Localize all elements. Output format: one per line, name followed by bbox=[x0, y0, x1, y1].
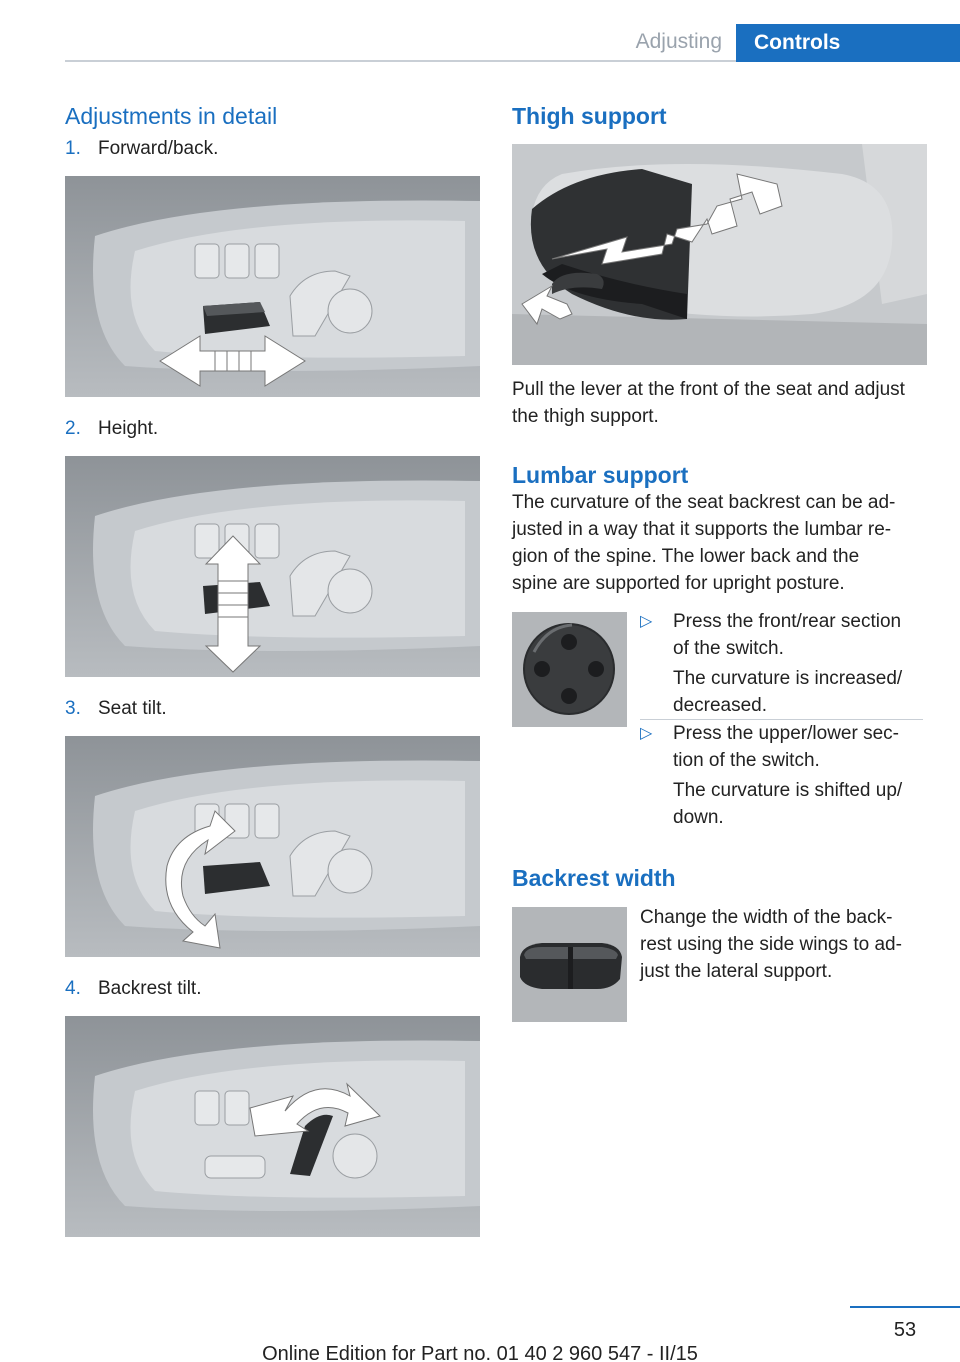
text-line: Press the front/rear section bbox=[673, 611, 902, 632]
lumbar-bullet-2-result bbox=[673, 777, 933, 831]
text-line: The curvature of the seat backrest can be ad‐ bbox=[512, 492, 896, 513]
step-number: 4. bbox=[65, 978, 81, 999]
text-line: down. bbox=[673, 807, 724, 828]
text-line: just the lateral support. bbox=[640, 961, 833, 982]
step-number: 3. bbox=[65, 698, 81, 719]
edition-footer: Online Edition for Part no. 01 40 2 960 547 - II/15 bbox=[262, 1343, 698, 1362]
step-1 bbox=[65, 138, 218, 160]
lumbar-bullet-1-result bbox=[673, 665, 933, 719]
header-tab: Controls bbox=[736, 24, 960, 62]
text-line: of the switch. bbox=[673, 638, 784, 659]
page-number-rule bbox=[850, 1306, 960, 1308]
text-line: rest using the side wings to ad‐ bbox=[640, 934, 902, 955]
text-line: tion of the switch. bbox=[673, 750, 820, 771]
page-number: 53 bbox=[893, 1319, 917, 1341]
step-2 bbox=[65, 418, 158, 440]
text-line: Press the upper/lower sec‐ bbox=[673, 723, 899, 744]
step-number: 1. bbox=[65, 138, 81, 159]
seat-switch-backrest-tilt-figure bbox=[65, 1016, 480, 1237]
seat-switch-height-figure bbox=[65, 456, 480, 677]
text-line: gion of the spine. The lower back and the bbox=[512, 546, 860, 567]
backrest-width-heading: Backrest width bbox=[512, 865, 676, 891]
step-text: Seat tilt. bbox=[98, 698, 167, 719]
thigh-support-heading: Thigh support bbox=[512, 103, 667, 129]
text-line: Change the width of the back‐ bbox=[640, 907, 893, 928]
backrest-width-text bbox=[640, 904, 940, 985]
bullet-text bbox=[673, 608, 923, 662]
step-number: 2. bbox=[65, 418, 81, 439]
thigh-support-figure bbox=[512, 144, 927, 365]
seat-switch-tilt-figure bbox=[65, 736, 480, 957]
step-4 bbox=[65, 978, 201, 1000]
text-line: The curvature is increased/ bbox=[673, 668, 903, 689]
text-line: Pull the lever at the front of the seat and adjust bbox=[512, 379, 905, 400]
step-text: Backrest tilt. bbox=[98, 978, 202, 999]
step-text: Forward/back. bbox=[98, 138, 219, 159]
backrest-width-switch-figure bbox=[512, 907, 627, 1022]
text-line: The curvature is shifted up/ bbox=[673, 780, 903, 801]
text-line: the thigh support. bbox=[512, 406, 659, 427]
thigh-support-text bbox=[512, 376, 932, 430]
text-line: spine are supported for upright posture. bbox=[512, 573, 845, 594]
header-section: Adjusting bbox=[635, 30, 722, 53]
adjustments-heading: Adjustments in detail bbox=[65, 103, 278, 129]
step-text: Height. bbox=[98, 418, 159, 439]
bullet-text bbox=[673, 720, 923, 774]
triangle-bullet-icon: ▷ bbox=[640, 725, 653, 742]
text-line: justed in a way that it supports the lumbar re‐ bbox=[512, 519, 892, 540]
lumbar-switch-figure bbox=[512, 612, 627, 727]
lumbar-support-heading: Lumbar support bbox=[512, 462, 689, 488]
lumbar-support-text bbox=[512, 489, 932, 597]
step-3 bbox=[65, 698, 167, 720]
seat-switch-forward-back-figure bbox=[65, 176, 480, 397]
text-line: decreased. bbox=[673, 695, 768, 716]
triangle-bullet-icon: ▷ bbox=[640, 613, 653, 630]
